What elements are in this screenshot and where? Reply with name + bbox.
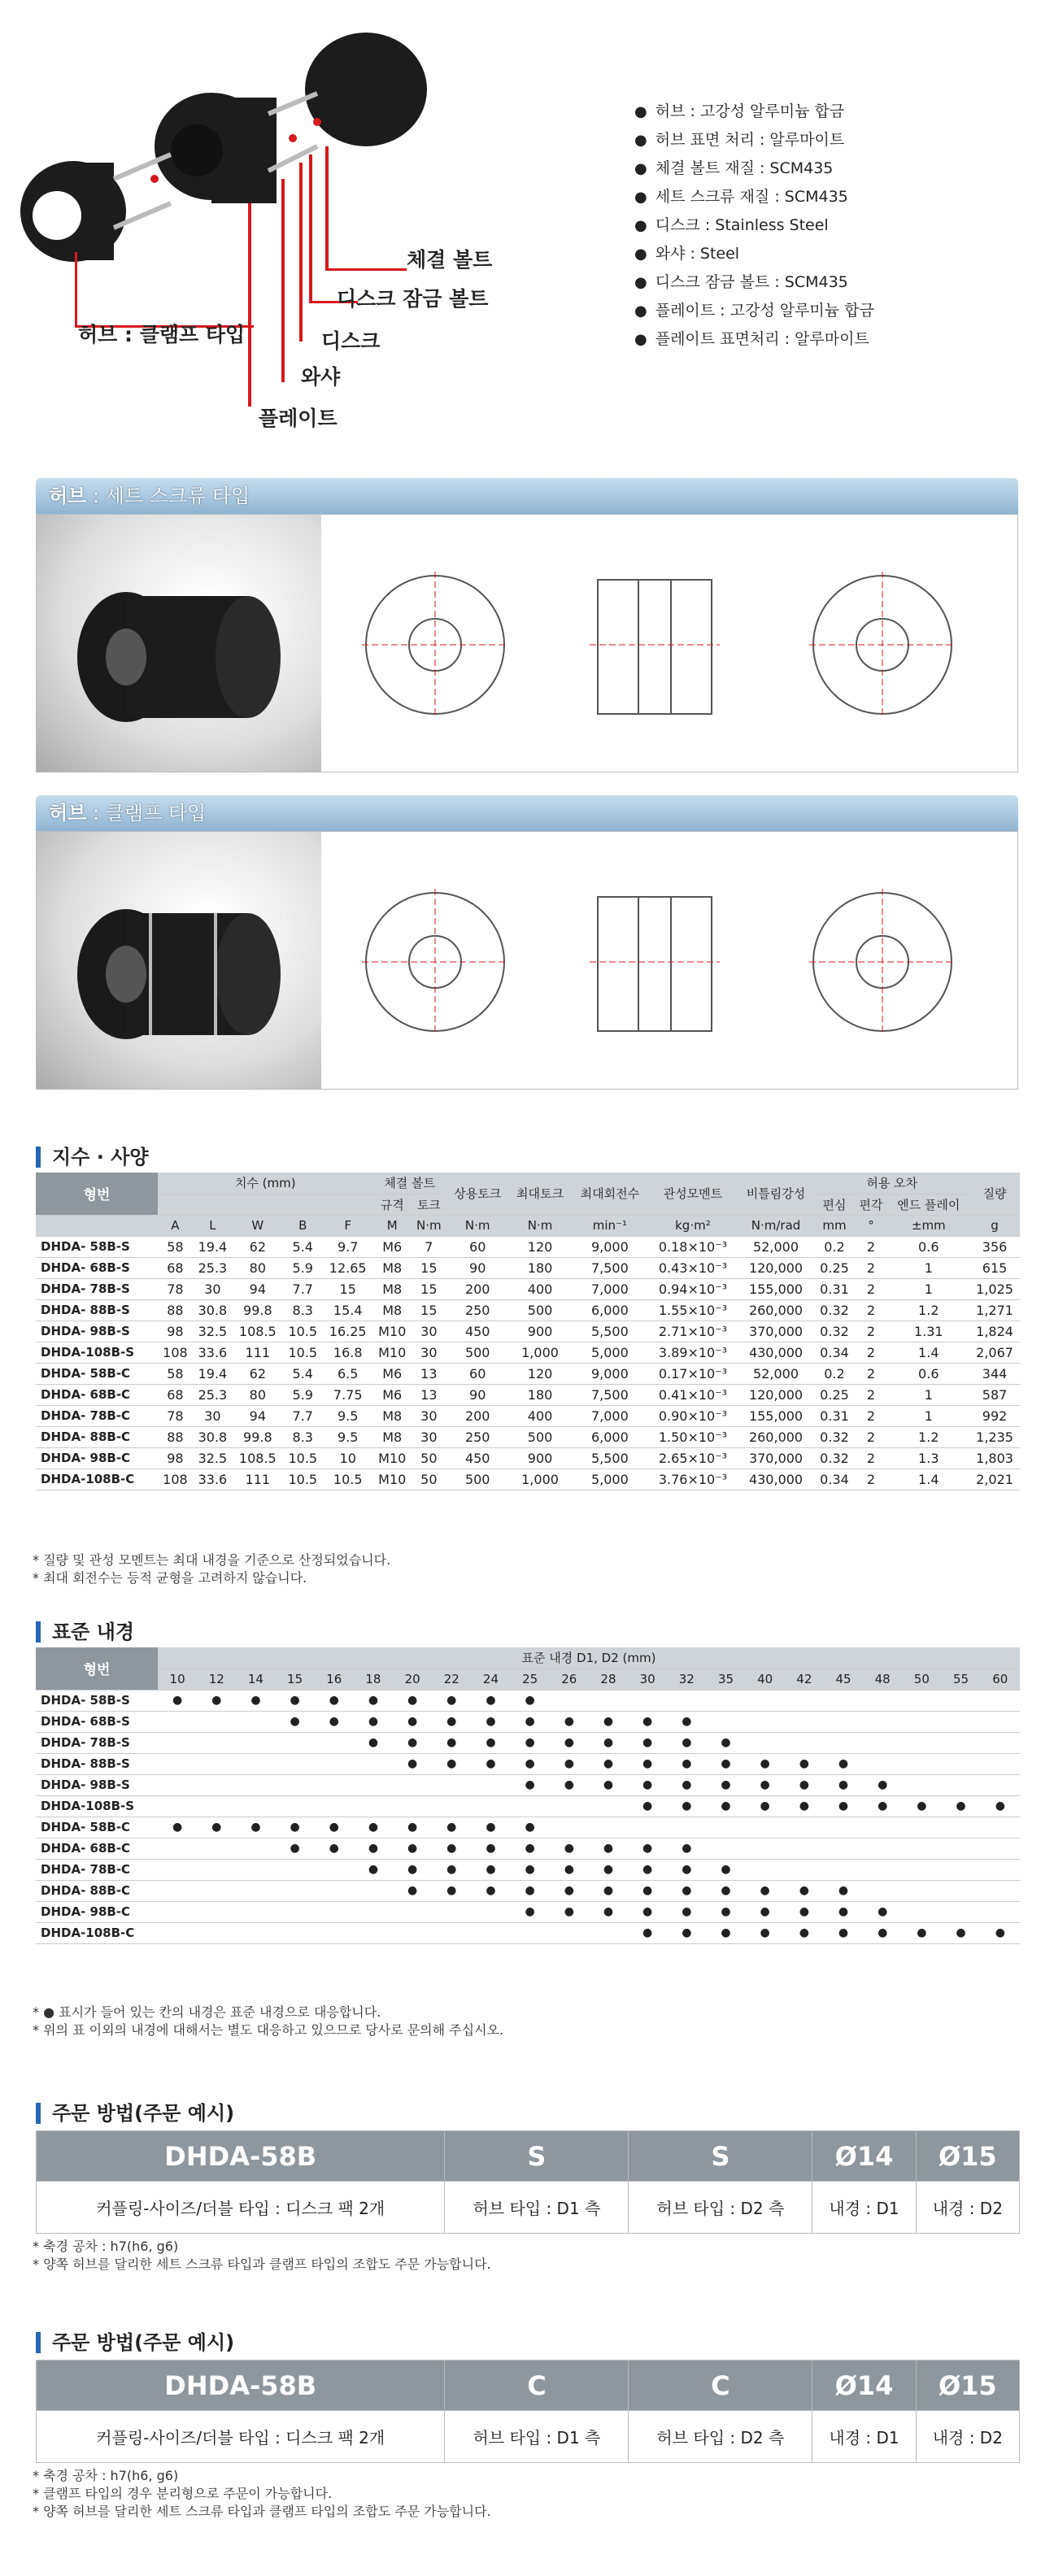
callout-washer: 와샤: [301, 365, 341, 389]
bore-dot-icon: ●: [471, 1838, 510, 1859]
table-row: DHDA-108B-S ● ● ● ● ● ● ● ● ● ●: [36, 1795, 1020, 1817]
bore-dot-icon: ●: [393, 1753, 432, 1774]
callout-disk: 디스크: [321, 329, 381, 353]
bore-dot-icon: ●: [471, 1859, 510, 1880]
bore-dot-icon: ●: [667, 1795, 706, 1817]
bore-dot-icon: ●: [667, 1753, 706, 1774]
bore-dot-icon: ●: [471, 1880, 510, 1901]
bore-dot-icon: ●: [354, 1817, 393, 1838]
bore-notes: * ● 표시가 들어 있는 칸의 내경은 표준 내경으로 대응합니다. * 위의 표 이외의 내경에 대해서는 별도 대응하고 있으므로 당사로 문의해 주십시오.: [33, 2004, 504, 2038]
spec-sub-head: W: [233, 1215, 283, 1236]
callout-plate: 플레이트: [259, 407, 338, 430]
callout-line: [325, 146, 329, 268]
spec-sub-head: °: [855, 1215, 888, 1236]
table-row: DHDA- 78B-S 78 30 94 7.7 15 M8 15 200 400 7,000 0.94×10⁻³ 155,000 0.31 2 1 1,025: [36, 1278, 1020, 1299]
banner-set-screw: 허브 : 세트 스크류 타입: [36, 478, 1018, 514]
bore-dot-icon: ●: [393, 1817, 432, 1838]
bore-dot-icon: ●: [550, 1732, 589, 1753]
table-row: DHDA- 58B-S 58 19.4 62 5.4 9.7 M6 7 60 120 9,000 0.18×10⁻³ 52,000 0.2 2 0.6 356: [36, 1236, 1020, 1257]
bore-dot-icon: ●: [511, 1859, 550, 1880]
spec-sub-head: g: [969, 1215, 1020, 1236]
bore-dot-icon: ●: [824, 1753, 863, 1774]
bore-dot-icon: ●: [706, 1753, 745, 1774]
bore-dot-icon: ●: [511, 1690, 550, 1711]
bore-dot-icon: ●: [354, 1711, 393, 1732]
bore-dot-icon: ●: [393, 1711, 432, 1732]
bore-dot-icon: ●: [471, 1732, 510, 1753]
bore-dot-icon: ●: [863, 1774, 902, 1795]
spec-sub-head: N·m/rad: [738, 1215, 815, 1236]
spec-sub-head: A: [158, 1215, 193, 1236]
bore-dot-icon: ●: [511, 1901, 550, 1922]
bore-dot-icon: ●: [511, 1880, 550, 1901]
bore-dot-icon: ●: [628, 1795, 667, 1817]
bore-dot-icon: ●: [471, 1753, 510, 1774]
bore-dot-icon: ●: [550, 1774, 589, 1795]
bore-dot-icon: ●: [432, 1859, 471, 1880]
bore-dot-icon: ●: [511, 1774, 550, 1795]
bore-dot-icon: ●: [354, 1732, 393, 1753]
bore-dot-icon: ●: [785, 1901, 824, 1922]
bore-dot-icon: ●: [746, 1901, 785, 1922]
bore-dot-icon: ●: [667, 1922, 706, 1943]
spec-sub-head: F: [323, 1215, 373, 1236]
table-row: DHDA- 78B-C ● ● ● ● ● ● ● ● ● ●: [36, 1859, 1020, 1880]
section-title-spec: 지수 · 사양: [36, 1147, 149, 1168]
bore-dot-icon: ●: [276, 1817, 315, 1838]
bore-dot-icon: ●: [706, 1880, 745, 1901]
bore-dot-icon: ●: [393, 1880, 432, 1901]
bore-dot-icon: ●: [158, 1817, 197, 1838]
bore-dot-icon: ●: [276, 1711, 315, 1732]
spec-table: 형번 치수 (mm) 체결 볼트 상용토크 최대토크 최대회전수 관성모멘트 비틀림강성 허용 오차 질량 규격 토크 편심 편각 엔드 플레이 A L W B F M N·m N·m N·m min⁻¹ kg·m² N·m/rad mm ° ±mm g DHDA- 58B-S 58 19.4 62 5.4 9.7 M6 7 60 120 9,000 0.18×10⁻³ 52,000 0.2 2 0.6 356 DHDA- 68B-S 68 25.3 80 5.9 12.65 M8 15 90 180 7,500 0.43×10⁻³ 120,000 0.25 2 1 615 DHDA- 78B-S 78 30 94 7.7 15 M8 15 200 400 7,000 0.94×10⁻³ 155,000 0.31 2 1 1,025 DHDA- 88B-S 88 30.8 99.8 8.3 15.4 M8 15 250 500 6,000 1.55×10⁻³ 260,000 0.32 2 1.2 1,271 DHDA- 98B-S 98 32.5 108.5 10.5 16.25 M10 30 450 900 5,500 2.71×10⁻³ 370,000 0.32 2 1.31 1,824 DHDA-108B-S 108 33.6 111 10.5 16.8 M10 30 500 1,000 5,000 3.89×10⁻³ 430,000 0.34 2 1.4 2,067 DHDA- 58B-C 58 19.4 62 5.4 6.5 M6 13 60 120 9,000 0.17×10⁻³ 52,000 0.2 2 0.6 344 DHDA- 68B-C 68 25.3 80 5.9 7.75 M6 13 90 180 7,500 0.41×10⁻³ 120,000 0.25 2 1 587 DHDA- 78B-C 78 30 94 7.7 9.5 M8 30 200 400 7,000 0.90×10⁻³ 155,000 0.31 2 1 992 DHDA- 88B-C 88 30.8 99.8 8.3 9.5 M8 30 250 500 6,000 1.50×10⁻³ 260,000 0.32 2 1.2 1,235 DHDA- 98B-C 98 32.5 108.5 10.5 10 M10 50 450 900 5,500 2.65×10⁻³ 370,000 0.32 2 1.3 1,803 DHDA-108B-C 108 33.6 111 10.5 10.5 M10 50 500 1,000 5,000 3.76×10⁻³ 430,000 0.34 2 1.4 2,021: [36, 1173, 1020, 1490]
bore-dot-icon: ●: [628, 1901, 667, 1922]
spec-item: ● 허브 표면 처리 : 알루마이트: [634, 126, 874, 154]
bore-dot-icon: ●: [550, 1880, 589, 1901]
bore-dot-icon: ●: [511, 1711, 550, 1732]
panel-clamp: [36, 831, 1018, 1090]
spec-sub-head: kg·m²: [648, 1215, 737, 1236]
table-row: DHDA-108B-C ● ● ● ● ● ● ● ● ● ●: [36, 1922, 1020, 1943]
section-title-bore: 표준 내경: [36, 1621, 134, 1643]
bore-dot-icon: ●: [863, 1795, 902, 1817]
bore-dot-icon: ●: [315, 1690, 354, 1711]
spec-item: ● 체결 볼트 재질 : SCM435: [634, 154, 874, 183]
bore-dot-icon: ●: [628, 1838, 667, 1859]
bore-dot-icon: ●: [746, 1880, 785, 1901]
table-row: DHDA- 68B-C 68 25.3 80 5.9 7.75 M6 13 90 180 7,500 0.41×10⁻³ 120,000 0.25 2 1 587: [36, 1384, 1020, 1405]
bore-dot-icon: ●: [158, 1690, 197, 1711]
callout-line: [299, 163, 303, 342]
bore-dot-icon: ●: [276, 1838, 315, 1859]
bore-dot-icon: ●: [393, 1732, 432, 1753]
product-photo: [37, 832, 321, 1089]
section-title-order-2: 주문 방법(주문 예시): [36, 2332, 234, 2353]
spec-sub-head: N·m: [509, 1215, 572, 1236]
bore-dot-icon: ●: [589, 1753, 628, 1774]
bore-dot-icon: ●: [746, 1774, 785, 1795]
bore-dot-icon: ●: [236, 1690, 275, 1711]
bore-dot-icon: ●: [471, 1711, 510, 1732]
table-row: DHDA-108B-S 108 33.6 111 10.5 16.8 M10 30 500 1,000 5,000 3.89×10⁻³ 430,000 0.34 2 1.4 2,067: [36, 1342, 1020, 1363]
bore-dot-icon: ●: [471, 1690, 510, 1711]
bore-dot-icon: ●: [589, 1838, 628, 1859]
bore-dot-icon: ●: [550, 1859, 589, 1880]
table-row: DHDA- 98B-S 98 32.5 108.5 10.5 16.25 M10 30 450 900 5,500 2.71×10⁻³ 370,000 0.32 2 1.31 1,824: [36, 1321, 1020, 1342]
spec-sub-head: min⁻¹: [571, 1215, 648, 1236]
bore-table: 형번 표준 내경 D1, D2 (mm) 10 12 14 15 16 18 20 22 24 25 26 28 30 32 35 40 42 45 48 50 55 60 DHDA- 58B-S ● ● ● ● ● ● ● ● ● ● DHDA- 68B-S ● ● ● ● ● ● ● ● ● ● ● DHDA- 78B-S ● ● ● ● ● ● ● ● ● ● DHDA- 88B-S ● ● ● ● ● ● ● ● ● ● ● ● DHDA- 98B-S ● ● ● ● ● ● ● ● ● ● DHDA-108B-S ● ● ● ● ● ● ● ● ● ● DHDA- 58B-C ● ● ● ● ● ● ● ● ● ● DHDA- 68B-C ● ● ● ● ● ● ● ● ● ● ● DHDA- 78B-C ● ● ● ● ● ● ● ● ● ● DHDA- 88B-C ● ● ● ● ● ● ● ● ● ● ● ● DHDA- 98B-C ● ● ● ● ● ● ● ● ● ● DHDA-108B-C ● ● ● ● ● ● ● ● ● ●: [36, 1647, 1020, 1944]
callout-line: [248, 203, 251, 407]
table-row: DHDA- 78B-S ● ● ● ● ● ● ● ● ● ●: [36, 1732, 1020, 1753]
bore-dot-icon: ●: [824, 1901, 863, 1922]
spec-item: ● 디스크 잠금 볼트 : SCM435: [634, 268, 874, 297]
drawing-clamp: [362, 840, 996, 1084]
bore-dot-icon: ●: [511, 1753, 550, 1774]
table-row: DHDA- 98B-C ● ● ● ● ● ● ● ● ● ●: [36, 1901, 1020, 1922]
spec-sub-head: ±mm: [887, 1215, 969, 1236]
spec-sub-head: N·m: [412, 1215, 446, 1236]
bore-dot-icon: ●: [785, 1753, 824, 1774]
bore-dot-icon: ●: [667, 1732, 706, 1753]
bore-dot-icon: ●: [746, 1922, 785, 1943]
callout-hub: 허브 : 클램프 타입: [78, 323, 246, 346]
bore-dot-icon: ●: [432, 1711, 471, 1732]
bore-dot-icon: ●: [902, 1922, 941, 1943]
bore-dot-icon: ●: [628, 1922, 667, 1943]
bore-dot-icon: ●: [197, 1817, 236, 1838]
bore-dot-icon: ●: [667, 1711, 706, 1732]
bore-dot-icon: ●: [393, 1859, 432, 1880]
bore-dot-icon: ●: [354, 1690, 393, 1711]
table-row: DHDA- 78B-C 78 30 94 7.7 9.5 M8 30 200 400 7,000 0.90×10⁻³ 155,000 0.31 2 1 992: [36, 1405, 1020, 1426]
bore-dot-icon: ●: [550, 1838, 589, 1859]
bore-dot-icon: ●: [628, 1753, 667, 1774]
bore-dot-icon: ●: [667, 1859, 706, 1880]
bore-dot-icon: ●: [824, 1795, 863, 1817]
bore-dot-icon: ●: [706, 1859, 745, 1880]
bore-dot-icon: ●: [432, 1753, 471, 1774]
bore-dot-icon: ●: [628, 1774, 667, 1795]
callout-line: [75, 252, 77, 325]
bore-dot-icon: ●: [589, 1732, 628, 1753]
table-row: DHDA- 58B-C 58 19.4 62 5.4 6.5 M6 13 60 120 9,000 0.17×10⁻³ 52,000 0.2 2 0.6 344: [36, 1363, 1020, 1384]
bore-dot-icon: ●: [941, 1795, 980, 1817]
bore-dot-icon: ●: [667, 1880, 706, 1901]
bore-dot-icon: ●: [393, 1690, 432, 1711]
bore-dot-icon: ●: [863, 1901, 902, 1922]
bore-dot-icon: ●: [432, 1690, 471, 1711]
bore-dot-icon: ●: [432, 1732, 471, 1753]
bore-dot-icon: ●: [236, 1817, 275, 1838]
spec-item: ● 허브 : 고강성 알루미늄 합금: [634, 98, 874, 126]
bore-dot-icon: ●: [941, 1922, 980, 1943]
table-row: DHDA- 68B-C ● ● ● ● ● ● ● ● ● ● ●: [36, 1838, 1020, 1859]
bore-dot-icon: ●: [589, 1880, 628, 1901]
bore-dot-icon: ●: [628, 1732, 667, 1753]
bore-dot-icon: ●: [550, 1711, 589, 1732]
spec-sub-head: mm: [814, 1215, 854, 1236]
bore-dot-icon: ●: [785, 1795, 824, 1817]
bore-dot-icon: ●: [706, 1901, 745, 1922]
spec-notes: * 질량 및 관성 모멘트는 최대 내경을 기준으로 산정되었습니다. * 최대 회전수는 등적 균형을 고려하지 않습니다.: [33, 1552, 391, 1586]
bore-dot-icon: ●: [706, 1922, 745, 1943]
bore-dot-icon: ●: [432, 1838, 471, 1859]
bore-dot-icon: ●: [354, 1838, 393, 1859]
bore-dot-icon: ●: [863, 1922, 902, 1943]
bore-dot-icon: ●: [511, 1817, 550, 1838]
bore-dot-icon: ●: [511, 1732, 550, 1753]
table-row: DHDA- 58B-C ● ● ● ● ● ● ● ● ● ●: [36, 1817, 1020, 1838]
bore-dot-icon: ●: [432, 1817, 471, 1838]
bore-dot-icon: ●: [667, 1774, 706, 1795]
table-row: DHDA- 88B-C 88 30.8 99.8 8.3 9.5 M8 30 250 500 6,000 1.50×10⁻³ 260,000 0.32 2 1.2 1,235: [36, 1426, 1020, 1447]
col-model: 형번: [36, 1173, 158, 1215]
bore-dot-icon: ●: [706, 1732, 745, 1753]
bore-dot-icon: ●: [315, 1711, 354, 1732]
order-table-1: DHDA-58B S S Ø14 Ø15 커플링-사이즈/더블 타입 : 디스크 팩 2개 허브 타입 : D1 측 허브 타입 : D2 측 내경 : D1 내경 : D2: [36, 2130, 1020, 2234]
callout-line: [281, 179, 285, 382]
bore-dot-icon: ●: [824, 1774, 863, 1795]
bore-dot-icon: ●: [550, 1753, 589, 1774]
order-notes-1: * 축경 공차 : h7(h6, g6) * 양쪽 허브를 달리한 세트 스크류 타입과 클램프 타입의 조합도 주문 가능합니다.: [33, 2239, 491, 2272]
spec-sub-head: B: [283, 1215, 323, 1236]
spec-sub-head: M: [373, 1215, 412, 1236]
spec-sub-head: L: [193, 1215, 233, 1236]
table-row: DHDA- 88B-S 88 30.8 99.8 8.3 15.4 M8 15 250 500 6,000 1.55×10⁻³ 260,000 0.32 2 1.2 1,271: [36, 1299, 1020, 1321]
order-notes-2: * 축경 공차 : h7(h6, g6) * 클램프 타입의 경우 분리형으로 주문이 가능합니다. * 양쪽 허브를 달리한 세트 스크류 타입과 클램프 타입의 조합도 주문 가능합니다.: [33, 2468, 491, 2519]
table-row: DHDA- 88B-S ● ● ● ● ● ● ● ● ● ● ● ●: [36, 1753, 1020, 1774]
callout-bolt: 체결 볼트: [407, 248, 493, 272]
spec-item: ● 세트 스크류 재질 : SCM435: [634, 183, 874, 211]
bore-dot-icon: ●: [471, 1817, 510, 1838]
section-title-order-1: 주문 방법(주문 예시): [36, 2103, 234, 2124]
spec-item: ● 플레이트 : 고강성 알루미늄 합금: [634, 297, 874, 325]
spec-item: ● 와샤 : Steel: [634, 240, 874, 268]
bore-dot-icon: ●: [276, 1690, 315, 1711]
order-table-2: DHDA-58B C C Ø14 Ø15 커플링-사이즈/더블 타입 : 디스크 팩 2개 허브 타입 : D1 측 허브 타입 : D2 측 내경 : D1 내경 : D2: [36, 2360, 1020, 2463]
callout-disk-bolt: 디스크 잠금 볼트: [337, 287, 489, 311]
bore-dot-icon: ●: [902, 1795, 941, 1817]
bore-dot-icon: ●: [746, 1753, 785, 1774]
bore-dot-icon: ●: [589, 1711, 628, 1732]
bore-dot-icon: ●: [746, 1795, 785, 1817]
bore-dot-icon: ●: [667, 1838, 706, 1859]
bore-dot-icon: ●: [432, 1880, 471, 1901]
table-row: DHDA-108B-C 108 33.6 111 10.5 10.5 M10 50 500 1,000 5,000 3.76×10⁻³ 430,000 0.34 2 1.4 2,021: [36, 1469, 1020, 1490]
spec-sub-head: N·m: [446, 1215, 509, 1236]
bore-dot-icon: ●: [706, 1774, 745, 1795]
bore-dot-icon: ●: [589, 1901, 628, 1922]
bore-dot-icon: ●: [589, 1859, 628, 1880]
banner-clamp: 허브 : 클램프 타입: [36, 795, 1018, 831]
table-row: DHDA- 68B-S ● ● ● ● ● ● ● ● ● ● ●: [36, 1711, 1020, 1732]
bore-dot-icon: ●: [393, 1838, 432, 1859]
table-row: DHDA- 88B-C ● ● ● ● ● ● ● ● ● ● ● ●: [36, 1880, 1020, 1901]
bore-dot-icon: ●: [824, 1880, 863, 1901]
bore-dot-icon: ●: [315, 1838, 354, 1859]
bore-dot-icon: ●: [197, 1690, 236, 1711]
bore-dot-icon: ●: [706, 1795, 745, 1817]
bore-dot-icon: ●: [589, 1774, 628, 1795]
bore-dot-icon: ●: [824, 1922, 863, 1943]
bore-dot-icon: ●: [785, 1774, 824, 1795]
bore-dot-icon: ●: [511, 1838, 550, 1859]
drawing-set-screw: [362, 523, 996, 767]
bore-dot-icon: ●: [550, 1901, 589, 1922]
bore-dot-icon: ●: [785, 1922, 824, 1943]
bore-dot-icon: ●: [981, 1922, 1020, 1943]
bore-dot-icon: ●: [315, 1817, 354, 1838]
bore-dot-icon: ●: [628, 1711, 667, 1732]
bore-dot-icon: ●: [628, 1859, 667, 1880]
product-photo: [37, 515, 321, 772]
bore-dot-icon: ●: [785, 1880, 824, 1901]
bore-dot-icon: ●: [981, 1795, 1020, 1817]
table-row: DHDA- 98B-S ● ● ● ● ● ● ● ● ● ●: [36, 1774, 1020, 1795]
table-row: DHDA- 98B-C 98 32.5 108.5 10.5 10 M10 50 450 900 5,500 2.65×10⁻³ 370,000 0.32 2 1.3 1,803: [36, 1447, 1020, 1469]
material-spec-list: [634, 98, 874, 354]
bore-dot-icon: ●: [628, 1880, 667, 1901]
callout-line: [325, 268, 407, 271]
table-row: DHDA- 58B-S ● ● ● ● ● ● ● ● ● ●: [36, 1690, 1020, 1711]
bore-dot-icon: ●: [354, 1859, 393, 1880]
panel-set-screw: [36, 514, 1018, 772]
table-row: DHDA- 68B-S 68 25.3 80 5.9 12.65 M8 15 90 180 7,500 0.43×10⁻³ 120,000 0.25 2 1 615: [36, 1257, 1020, 1278]
spec-item: ● 플레이트 표면처리 : 알루마이트: [634, 325, 874, 354]
bore-dot-icon: ●: [667, 1901, 706, 1922]
spec-item: ● 디스크 : Stainless Steel: [634, 211, 874, 240]
callout-line: [309, 154, 312, 301]
